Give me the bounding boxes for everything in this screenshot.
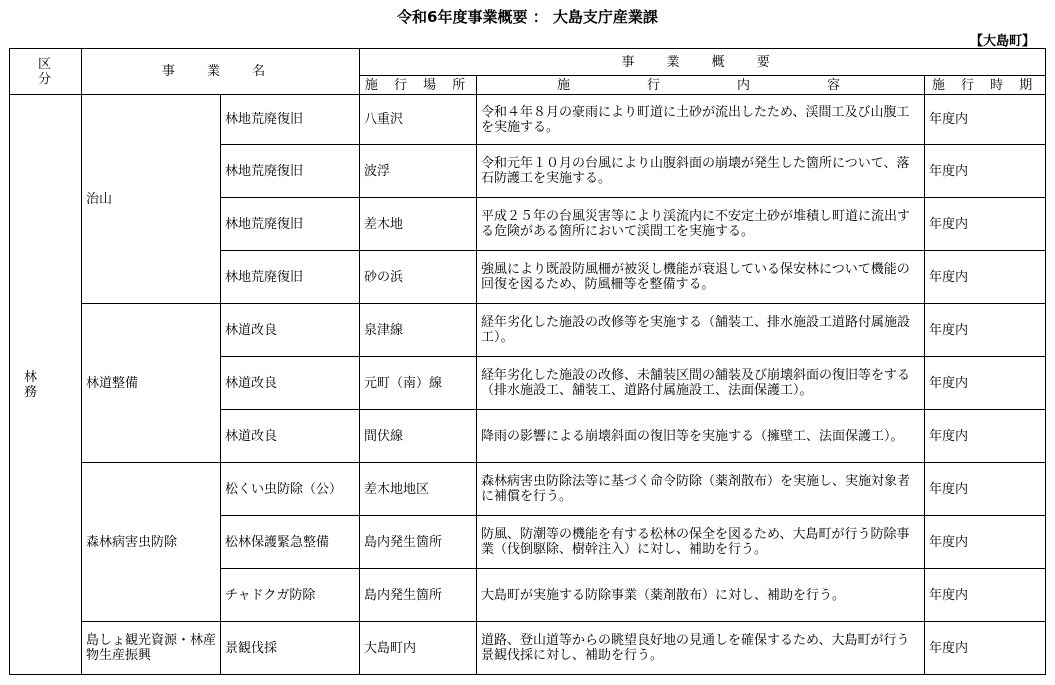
name-cell: 林地荒廃復旧 [221, 145, 360, 198]
place-cell: 間伏線 [360, 410, 477, 463]
period-cell: 年度内 [925, 145, 1046, 198]
place-cell: 波浮 [360, 145, 477, 198]
table-row [10, 304, 1046, 357]
header-naiyo-char: 内 [736, 77, 750, 93]
name-cell: 林道改良 [221, 357, 360, 410]
content-cell: 大島町が実施する防除事業（薬剤散布）に対し、補助を行う。 [477, 569, 925, 622]
period-cell: 年度内 [925, 516, 1046, 569]
period-cell: 年度内 [925, 198, 1046, 251]
content-cell: 森林病害虫防除法等に基づく命令防除（薬剤散布）を実施し、実施対象者に補償を行う。 [477, 463, 925, 516]
location-label: 【大島町】 [969, 34, 1035, 49]
project-table [9, 48, 1046, 675]
period-cell: 年度内 [925, 95, 1046, 145]
period-cell: 年度内 [925, 622, 1046, 675]
content-cell: 令和４年８月の豪雨により町道に土砂が流出したため、渓間工及び山腹工を実施する。 [477, 95, 925, 145]
header-naiyo-char: 施 [557, 77, 571, 93]
period-cell: 年度内 [925, 463, 1046, 516]
page-title: 令和6年度事業概要 ： 大島支庁産業課 [397, 8, 658, 26]
content-cell: 防風、防潮等の機能を有する松林の保全を図るため、大島町が行う防除事業（伐倒駆除、樹幹注入）に対し、補助を行う。 [477, 516, 925, 569]
category-cell: 林 務 [10, 95, 82, 675]
period-cell: 年度内 [925, 357, 1046, 410]
period-cell: 年度内 [925, 251, 1046, 304]
table-row [10, 463, 1046, 516]
place-cell: 島内発生箇所 [360, 516, 477, 569]
table-row [10, 622, 1046, 675]
content-cell: 平成２５年の台風災害等により渓流内に不安定土砂が堆積し町道に流出する危険がある箇所において渓間工を実施する。 [477, 198, 925, 251]
header-jigyo-gaiyo: 事 業 概 要 [360, 49, 1046, 76]
name-cell: 林地荒廃復旧 [221, 198, 360, 251]
content-cell: 経年劣化した施設の改修、未舗装区間の舗装及び崩壊斜面の復旧等をする（排水施設工、舗装工、道路付属施設工、法面保護工）。 [477, 357, 925, 410]
header-sekou-naiyo [477, 76, 925, 95]
period-cell: 年度内 [925, 410, 1046, 463]
name-cell: 林道改良 [221, 410, 360, 463]
content-cell: 強風により既設防風柵が被災し機能が衰退している保安林について機能の回復を図るため、防風柵等を整備する。 [477, 251, 925, 304]
content-cell: 道路、登山道等からの眺望良好地の見通しを確保するため、大島町が行う景観伐採に対し、補助を行う。 [477, 622, 925, 675]
place-cell: 元町（南）線 [360, 357, 477, 410]
content-cell: 降雨の影響による崩壊斜面の復旧等を実施する（擁壁工、法面保護工）。 [477, 410, 925, 463]
header-sekou-jiki: 施 行 時 期 [925, 76, 1046, 95]
place-cell: 八重沢 [360, 95, 477, 145]
name-cell: 松林保護緊急整備 [221, 516, 360, 569]
header-jigyo-mei: 事 業 名 [82, 49, 360, 95]
content-cell: 経年劣化した施設の改修等を実施する（舗装工、排水施設工道路付属施設工）。 [477, 304, 925, 357]
header-naiyo-char: 行 [647, 77, 661, 93]
period-cell: 年度内 [925, 569, 1046, 622]
header-kubun: 区 分 [10, 49, 82, 95]
place-cell: 大島町内 [360, 622, 477, 675]
group-cell: 島しょ観光資源・林産物生産振興 [82, 622, 221, 675]
name-cell: 林道改良 [221, 304, 360, 357]
name-cell: 景観伐採 [221, 622, 360, 675]
table-row [10, 95, 1046, 145]
place-cell: 差木地地区 [360, 463, 477, 516]
content-cell: 令和元年１０月の台風により山腹斜面の崩壊が発生した箇所について、落石防護工を実施する。 [477, 145, 925, 198]
name-cell: 林地荒廃復旧 [221, 95, 360, 145]
place-cell: 泉津線 [360, 304, 477, 357]
place-cell: 差木地 [360, 198, 477, 251]
group-cell: 林道整備 [82, 304, 221, 463]
name-cell: 林地荒廃復旧 [221, 251, 360, 304]
period-cell: 年度内 [925, 304, 1046, 357]
group-cell: 治山 [82, 95, 221, 304]
place-cell: 島内発生箇所 [360, 569, 477, 622]
group-cell: 森林病害虫防除 [82, 463, 221, 622]
header-naiyo-char: 容 [826, 77, 840, 93]
place-cell: 砂の浜 [360, 251, 477, 304]
name-cell: チャドクガ防除 [221, 569, 360, 622]
name-cell: 松くい虫防除（公） [221, 463, 360, 516]
header-sekou-basho: 施 行 場 所 [360, 76, 477, 95]
